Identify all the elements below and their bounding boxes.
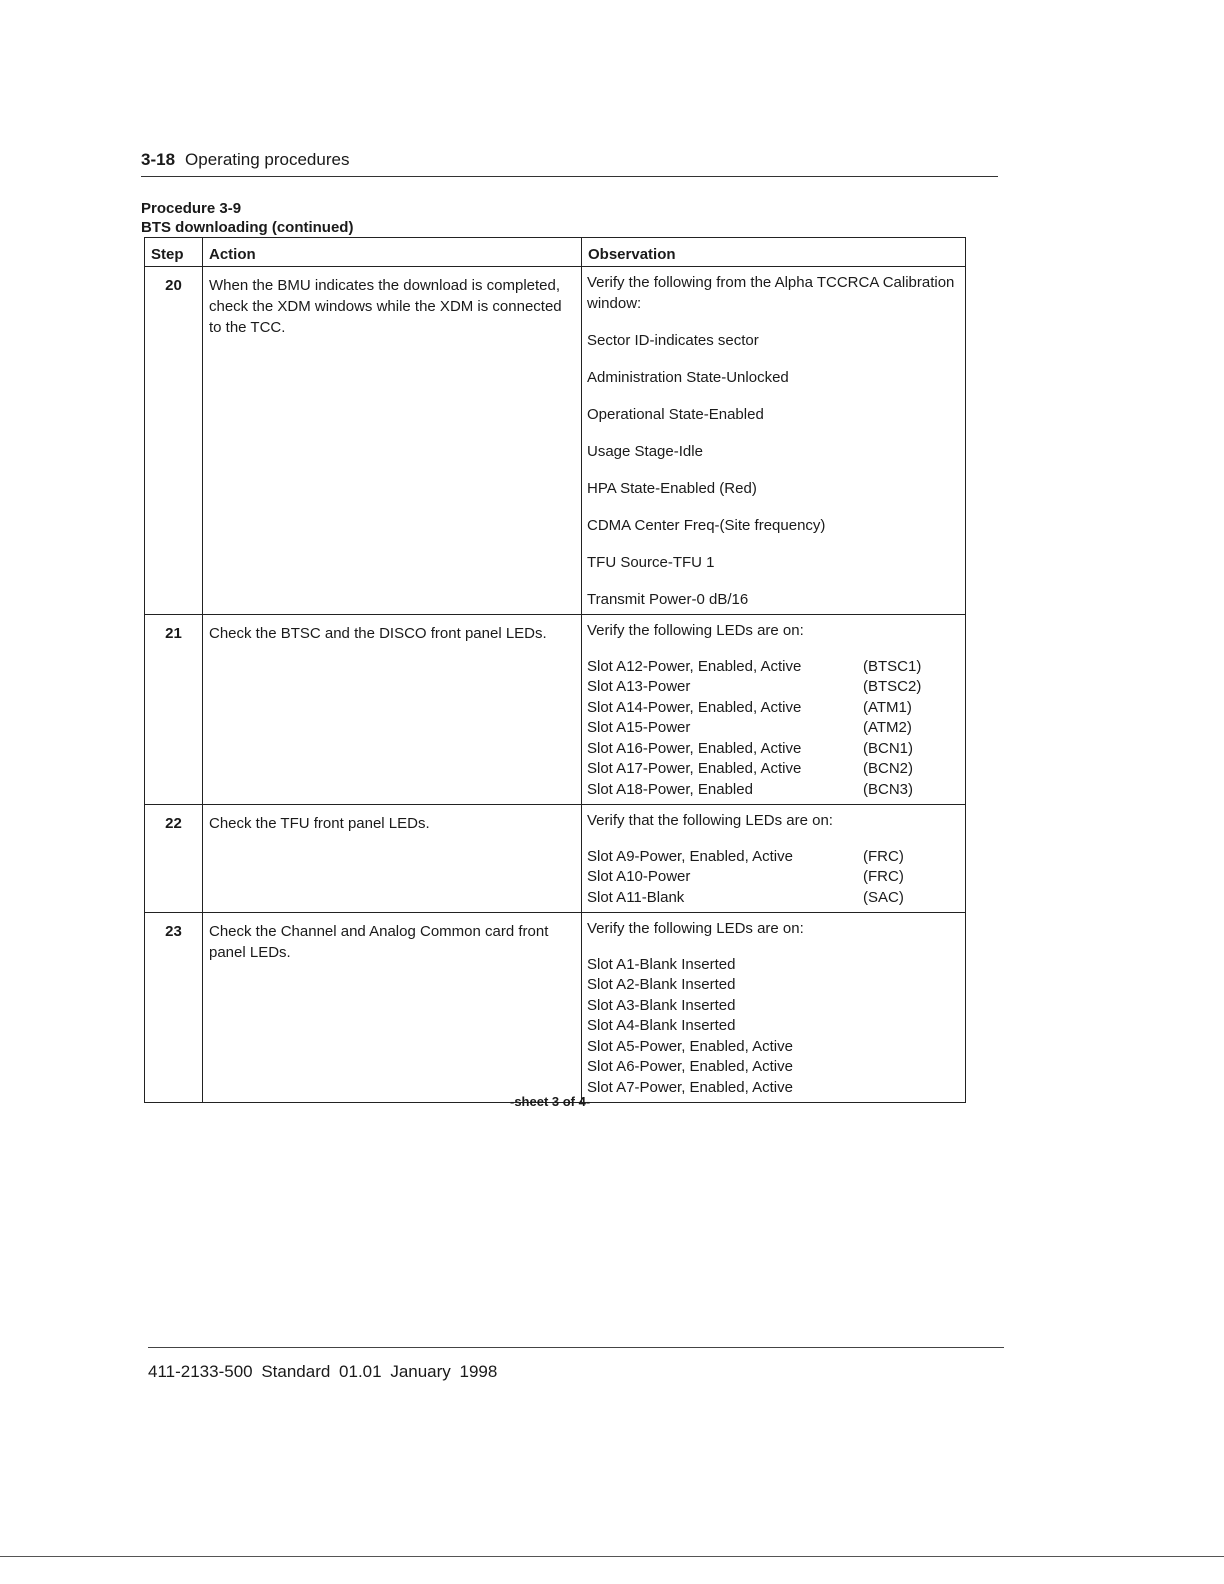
- slot-card: (BTSC2): [863, 678, 922, 695]
- section-title: Operating procedures: [185, 150, 350, 169]
- table-header-row: [145, 238, 966, 267]
- slot-card: (FRC): [863, 847, 904, 865]
- step-number: 21: [145, 615, 203, 805]
- slot-status: Slot A18-Power, Enabled: [587, 780, 753, 798]
- slot-card: (SAC): [863, 888, 904, 906]
- observation-item: Administration State-Unlocked: [587, 368, 789, 386]
- observation-list: [587, 331, 959, 611]
- observation-item: CDMA Center Freq-(Site frequency): [587, 516, 826, 534]
- observation-cell: [582, 267, 966, 615]
- procedure-heading: [141, 199, 353, 237]
- observation-cell: [582, 805, 966, 913]
- sheet-indicator: -sheet 3 of 4-: [510, 1094, 591, 1109]
- slot-card: (BTSC1): [863, 657, 922, 675]
- slot-status: Slot A14-Power, Enabled, Active: [587, 698, 802, 716]
- slot-item: [587, 847, 959, 868]
- step-number: 20: [145, 267, 203, 615]
- slot-item: [587, 759, 959, 780]
- slot-item: [587, 677, 959, 698]
- slot-card: (BCN2): [863, 760, 914, 777]
- table-row: [145, 267, 966, 615]
- slot-item: Slot A7-Power, Enabled, Active: [587, 1078, 793, 1096]
- action-column-header: Action: [203, 238, 582, 267]
- observation-item: Sector ID-indicates sector: [587, 331, 759, 349]
- slot-status: Slot A15-Power: [587, 719, 691, 736]
- observation-intro: Verify the following from the Alpha TCCRCA Calibration window:: [587, 274, 955, 312]
- slot-status: Slot A16-Power, Enabled, Active: [587, 739, 802, 757]
- slot-card: (BCN3): [863, 780, 914, 798]
- observation-item: Operational State-Enabled: [587, 405, 764, 423]
- slot-status: Slot A13-Power: [587, 678, 691, 695]
- observation-cell: [582, 913, 966, 1103]
- step-number: 22: [145, 805, 203, 913]
- slot-item: Slot A1-Blank Inserted: [587, 955, 736, 973]
- slot-item: [587, 888, 959, 909]
- slot-list: [587, 955, 959, 1099]
- observation-cell: [582, 615, 966, 805]
- slot-item: Slot A2-Blank Inserted: [587, 976, 736, 993]
- slot-list: [587, 657, 959, 801]
- step-number: 23: [145, 913, 203, 1103]
- procedure-number: Procedure 3-9: [141, 200, 242, 217]
- slot-list: [587, 847, 959, 909]
- slot-item: Slot A4-Blank Inserted: [587, 1017, 736, 1034]
- slot-card: (ATM1): [863, 698, 912, 716]
- slot-card: (ATM2): [863, 719, 912, 736]
- table-row: [145, 913, 966, 1103]
- slot-item: [587, 867, 959, 888]
- slot-status: Slot A17-Power, Enabled, Active: [587, 760, 802, 777]
- observation-item: Usage Stage-Idle: [587, 442, 703, 460]
- slot-item: [587, 780, 959, 801]
- observation-intro: Verify the following LEDs are on:: [587, 920, 804, 937]
- observation-intro: Verify the following LEDs are on:: [587, 622, 804, 639]
- slot-item: Slot A5-Power, Enabled, Active: [587, 1037, 793, 1055]
- slot-status: Slot A10-Power: [587, 868, 691, 885]
- slot-card: (BCN1): [863, 739, 914, 757]
- document-footer: 411-2133-500 Standard 01.01 January 1998: [148, 1362, 498, 1381]
- step-column-header: Step: [145, 238, 203, 267]
- section-number: 3-18: [141, 150, 176, 169]
- observation-item: Transmit Power-0 dB/16: [587, 590, 749, 608]
- footer-rule: [148, 1347, 1004, 1348]
- slot-item: [587, 657, 959, 678]
- slot-card: (FRC): [863, 868, 904, 885]
- header-rule: [141, 176, 998, 177]
- page-header: [141, 150, 998, 170]
- scan-edge-rule: [0, 1556, 1224, 1557]
- observation-column-header: Observation: [582, 238, 966, 267]
- slot-item: [587, 718, 959, 739]
- action-text: Check the TFU front panel LEDs.: [203, 805, 582, 913]
- table-row: [145, 805, 966, 913]
- procedure-title: BTS downloading (continued): [141, 219, 354, 236]
- slot-item: Slot A3-Blank Inserted: [587, 996, 736, 1014]
- slot-item: Slot A6-Power, Enabled, Active: [587, 1058, 793, 1075]
- observation-item: TFU Source-TFU 1: [587, 553, 715, 571]
- observation-intro: Verify that the following LEDs are on:: [587, 812, 833, 829]
- procedure-table: [144, 237, 966, 1103]
- slot-status: Slot A11-Blank: [587, 888, 685, 906]
- slot-item: [587, 739, 959, 760]
- slot-status: Slot A12-Power, Enabled, Active: [587, 657, 802, 675]
- slot-item: [587, 698, 959, 719]
- action-text: When the BMU indicates the download is completed, check the XDM windows while the XDM is connected to the TCC.: [203, 267, 582, 615]
- action-text: Check the BTSC and the DISCO front panel LEDs.: [203, 615, 582, 805]
- observation-item: HPA State-Enabled (Red): [587, 479, 757, 497]
- slot-status: Slot A9-Power, Enabled, Active: [587, 847, 793, 865]
- action-text: Check the Channel and Analog Common card front panel LEDs.: [203, 913, 582, 1103]
- table-row: [145, 615, 966, 805]
